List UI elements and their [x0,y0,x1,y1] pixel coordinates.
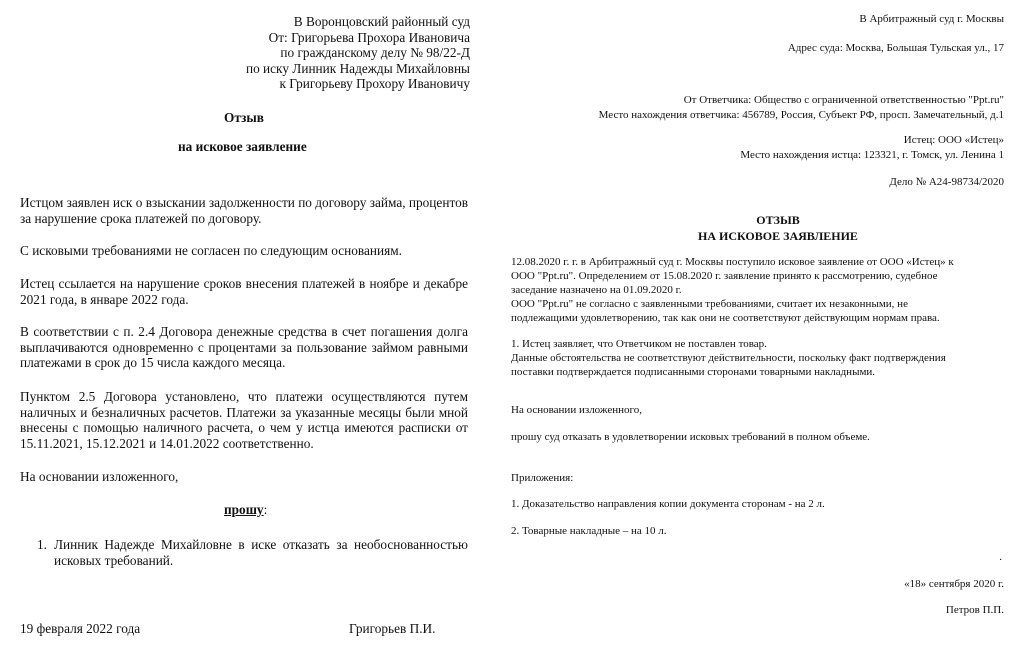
respondent-address: Место нахождения ответчика: 456789, Россия, Субъект РФ, просп. Замечательный, д.1 [598,109,1004,121]
left-document [0,0,490,648]
paragraph: Пунктом 2.5 Договора установлено, что платежи осуществляются путем наличных и безналичных расчетов. Платежи за указанные месяцы были мной внесены с помощью наличного расчета, о чем у истца имеются расписки от 15.11.2021, 15.12.2021 и 14.01.2022 соответственно. [20,389,468,451]
right-title: ОТЗЫВ [756,213,800,227]
plaintiff: Истец: ООО «Истец» [903,134,1004,146]
body-line: ООО "Ppt.ru". Определением от 15.08.2020 г. заявление принято к рассмотрению, судебное [511,270,938,282]
body-line: поставки подтверждается подписанными сторонами товарными накладными. [511,366,876,378]
body-paragraph-1 [511,255,954,325]
right-document [500,0,1024,648]
paragraph: Истцом заявлен иск о взыскании задолженности по договору займа, процентов за нарушение срока платежей по договору. [20,195,469,226]
body-line: заседание назначено на 01.09.2020 г. [511,284,682,296]
left-title: Отзыв [224,110,264,125]
plaintiff-address: Место нахождения истца: 123321, г. Томск, ул. Ленина 1 [740,149,1004,161]
case-number: Дело № А24-98734/2020 [889,176,1004,188]
header-line: В Воронцовский районный суд [293,14,470,29]
request-number: 1. [37,537,47,552]
respondent: От Ответчика: Общество с ограниченной ответственностью "Ppt.ru" [683,94,1004,106]
body-line: Данные обстоятельства не соответствуют действительности, поскольку факт подтверждения [511,352,946,364]
right-subtitle: НА ИСКОВОЕ ЗАЯВЛЕНИЕ [698,229,858,243]
dot: . [999,551,1002,563]
left-signature: Григорьев П.И. [349,621,436,636]
header-line: по гражданскому делу № 98/22-Д [280,45,470,61]
right-date: «18» сентября 2020 г. [904,578,1004,590]
request-heading [224,502,267,518]
attachment-item: 1. Доказательство направления копии документа сторонам - на 2 л. [511,498,825,510]
header-line: к Григорьеву Прохору Ивановичу [279,76,470,92]
body-line: ООО "Ppt.ru" не согласно с заявленными требованиями, считает их незаконными, не [511,298,908,310]
attachments-label: Приложения: [511,472,574,484]
left-header [246,14,470,92]
request-word: прошу [224,502,264,517]
header-line: по иску Линник Надежды Михайловны [245,60,470,76]
request: прошу суд отказать в удовлетворении исковых требований в полном объеме. [511,431,870,443]
header-line: От: Григорьева Прохора Ивановича [268,29,470,45]
body-line: 12.08.2020 г. г. в Арбитражный суд г. Москвы поступило исковое заявление от ООО «Истец» к [511,256,954,268]
court-address: Адрес суда: Москва, Большая Тульская ул., 17 [787,42,1004,54]
attachment-item: 2. Товарные накладные – на 10 л. [511,525,667,537]
paragraph: Истец ссылается на нарушение сроков внесения платежей в ноябре и декабре 2021 года, в январе 2022 года. [20,276,468,307]
paragraph: На основании изложенного, [20,469,179,484]
request-text: Линник Надежде Михайловне в иске отказать за необоснованностью исковых требований. [54,537,468,568]
paragraph: В соответствии с п. 2.4 Договора денежные средства в счет погашения долга выплачиваются одновременно с процентами за пользование займом равными платежами в срок до 15 числа каждого месяца. [20,324,468,371]
left-date: 19 февраля 2022 года [20,621,141,636]
body-line: 1. Истец заявляет, что Ответчиком не поставлен товар. [511,338,767,350]
body-paragraph-2 [511,337,946,379]
paragraph: С исковыми требованиями не согласен по следующим основаниям. [20,243,402,258]
left-subtitle: на исковое заявление [178,139,307,154]
right-signature: Петров П.П. [945,604,1004,616]
court-name: В Арбитражный суд г. Москвы [859,13,1004,25]
request-colon: : [263,502,268,517]
body-line: подлежащими удовлетворению, так как они не соответствуют действующим нормам права. [511,312,940,324]
basis: На основании изложенного, [511,404,643,416]
